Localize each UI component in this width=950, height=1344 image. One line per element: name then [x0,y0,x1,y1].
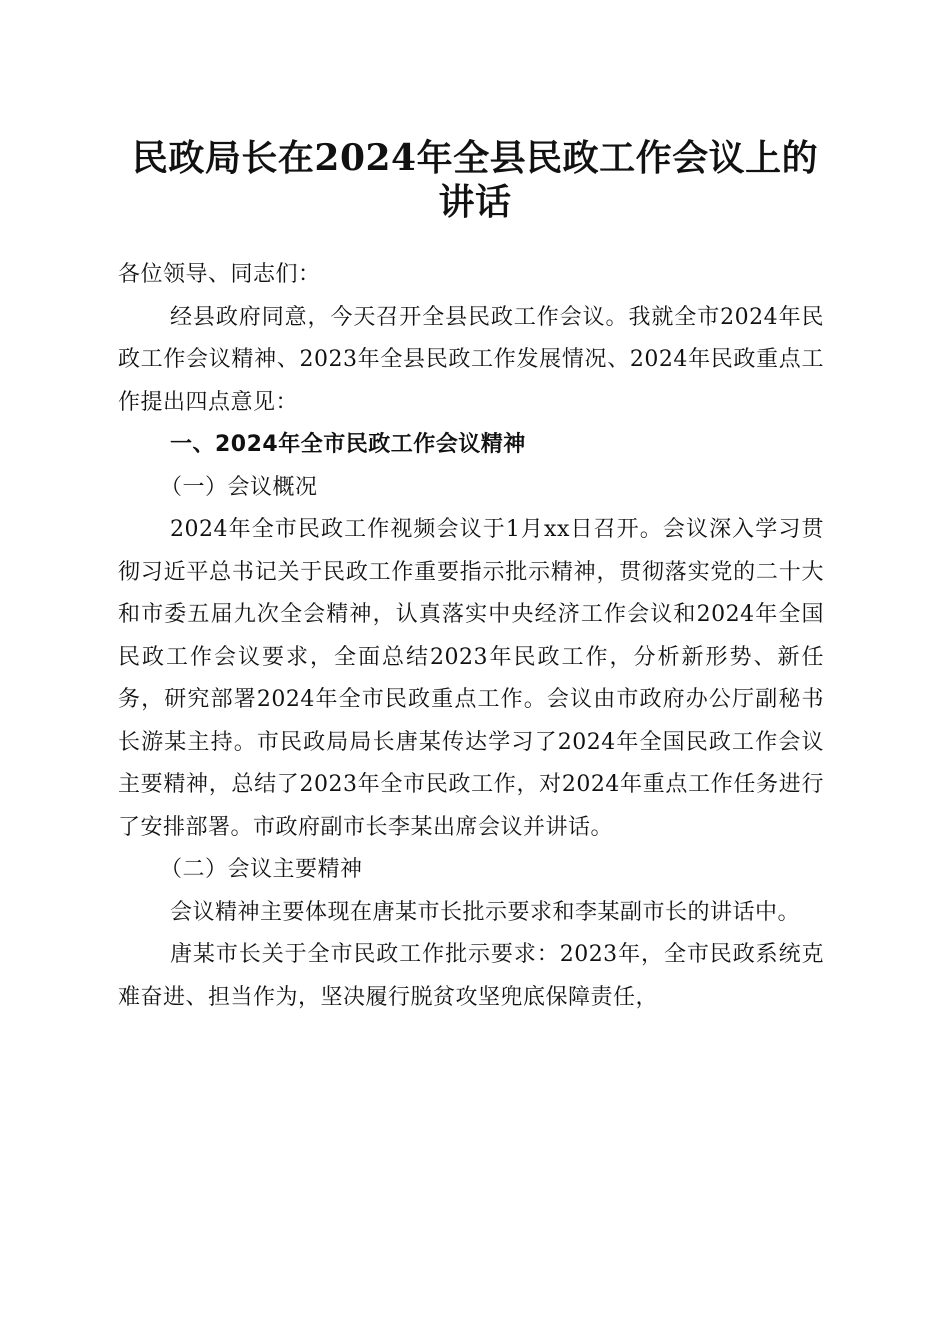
document-body [118,254,824,1019]
paragraph-meeting-overview: 2024年全市民政工作视频会议于1月xx日召开。会议深入学习贯彻习近平总书记关于民政工作重要指示批示精神，贯彻落实党的二十大和市委五届九次全会精神，认真落实中央经济工作会议和2024年全国民政工作会议要求，全面总结2023年民政工作，分析新形势、新任务，研究部署2024年全市民政重点工作。会议由市政府办公厅副秘书长游某主持。市民政局局长唐某传达学习了2024年全国民政工作会议主要精神，总结了2023年全市民政工作，对2024年重点工作任务进行了安排部署。市政府副市长李某出席会议并讲话。 [118,517,824,840]
paragraph-mayor-instructions: 唐某市长关于全市民政工作批示要求：2023年，全市民政系统克难奋进、担当作为，坚决履行脱贫攻坚兜底保障责任， [118,942,824,1010]
paragraph-intro: 经县政府同意，今天召开全县民政工作会议。我就全市2024年民政工作会议精神、2023年全县民政工作发展情况、2024年民政重点工作提出四点意见： [118,304,824,415]
subsection-heading-main-spirit: （二）会议主要精神 [160,857,363,882]
document-title: 民政局长在2024年全县民政工作会议上的讲话 [131,137,819,223]
paragraph-main-spirit: 会议精神主要体现在唐某市长批示要求和李某副市长的讲话中。 [170,899,801,925]
salutation: 各位领导、同志们： [118,262,321,287]
section-heading-1: 一、2024年全市民政工作会议精神 [170,432,526,457]
subsection-heading-overview: （一）会议概况 [160,474,318,500]
